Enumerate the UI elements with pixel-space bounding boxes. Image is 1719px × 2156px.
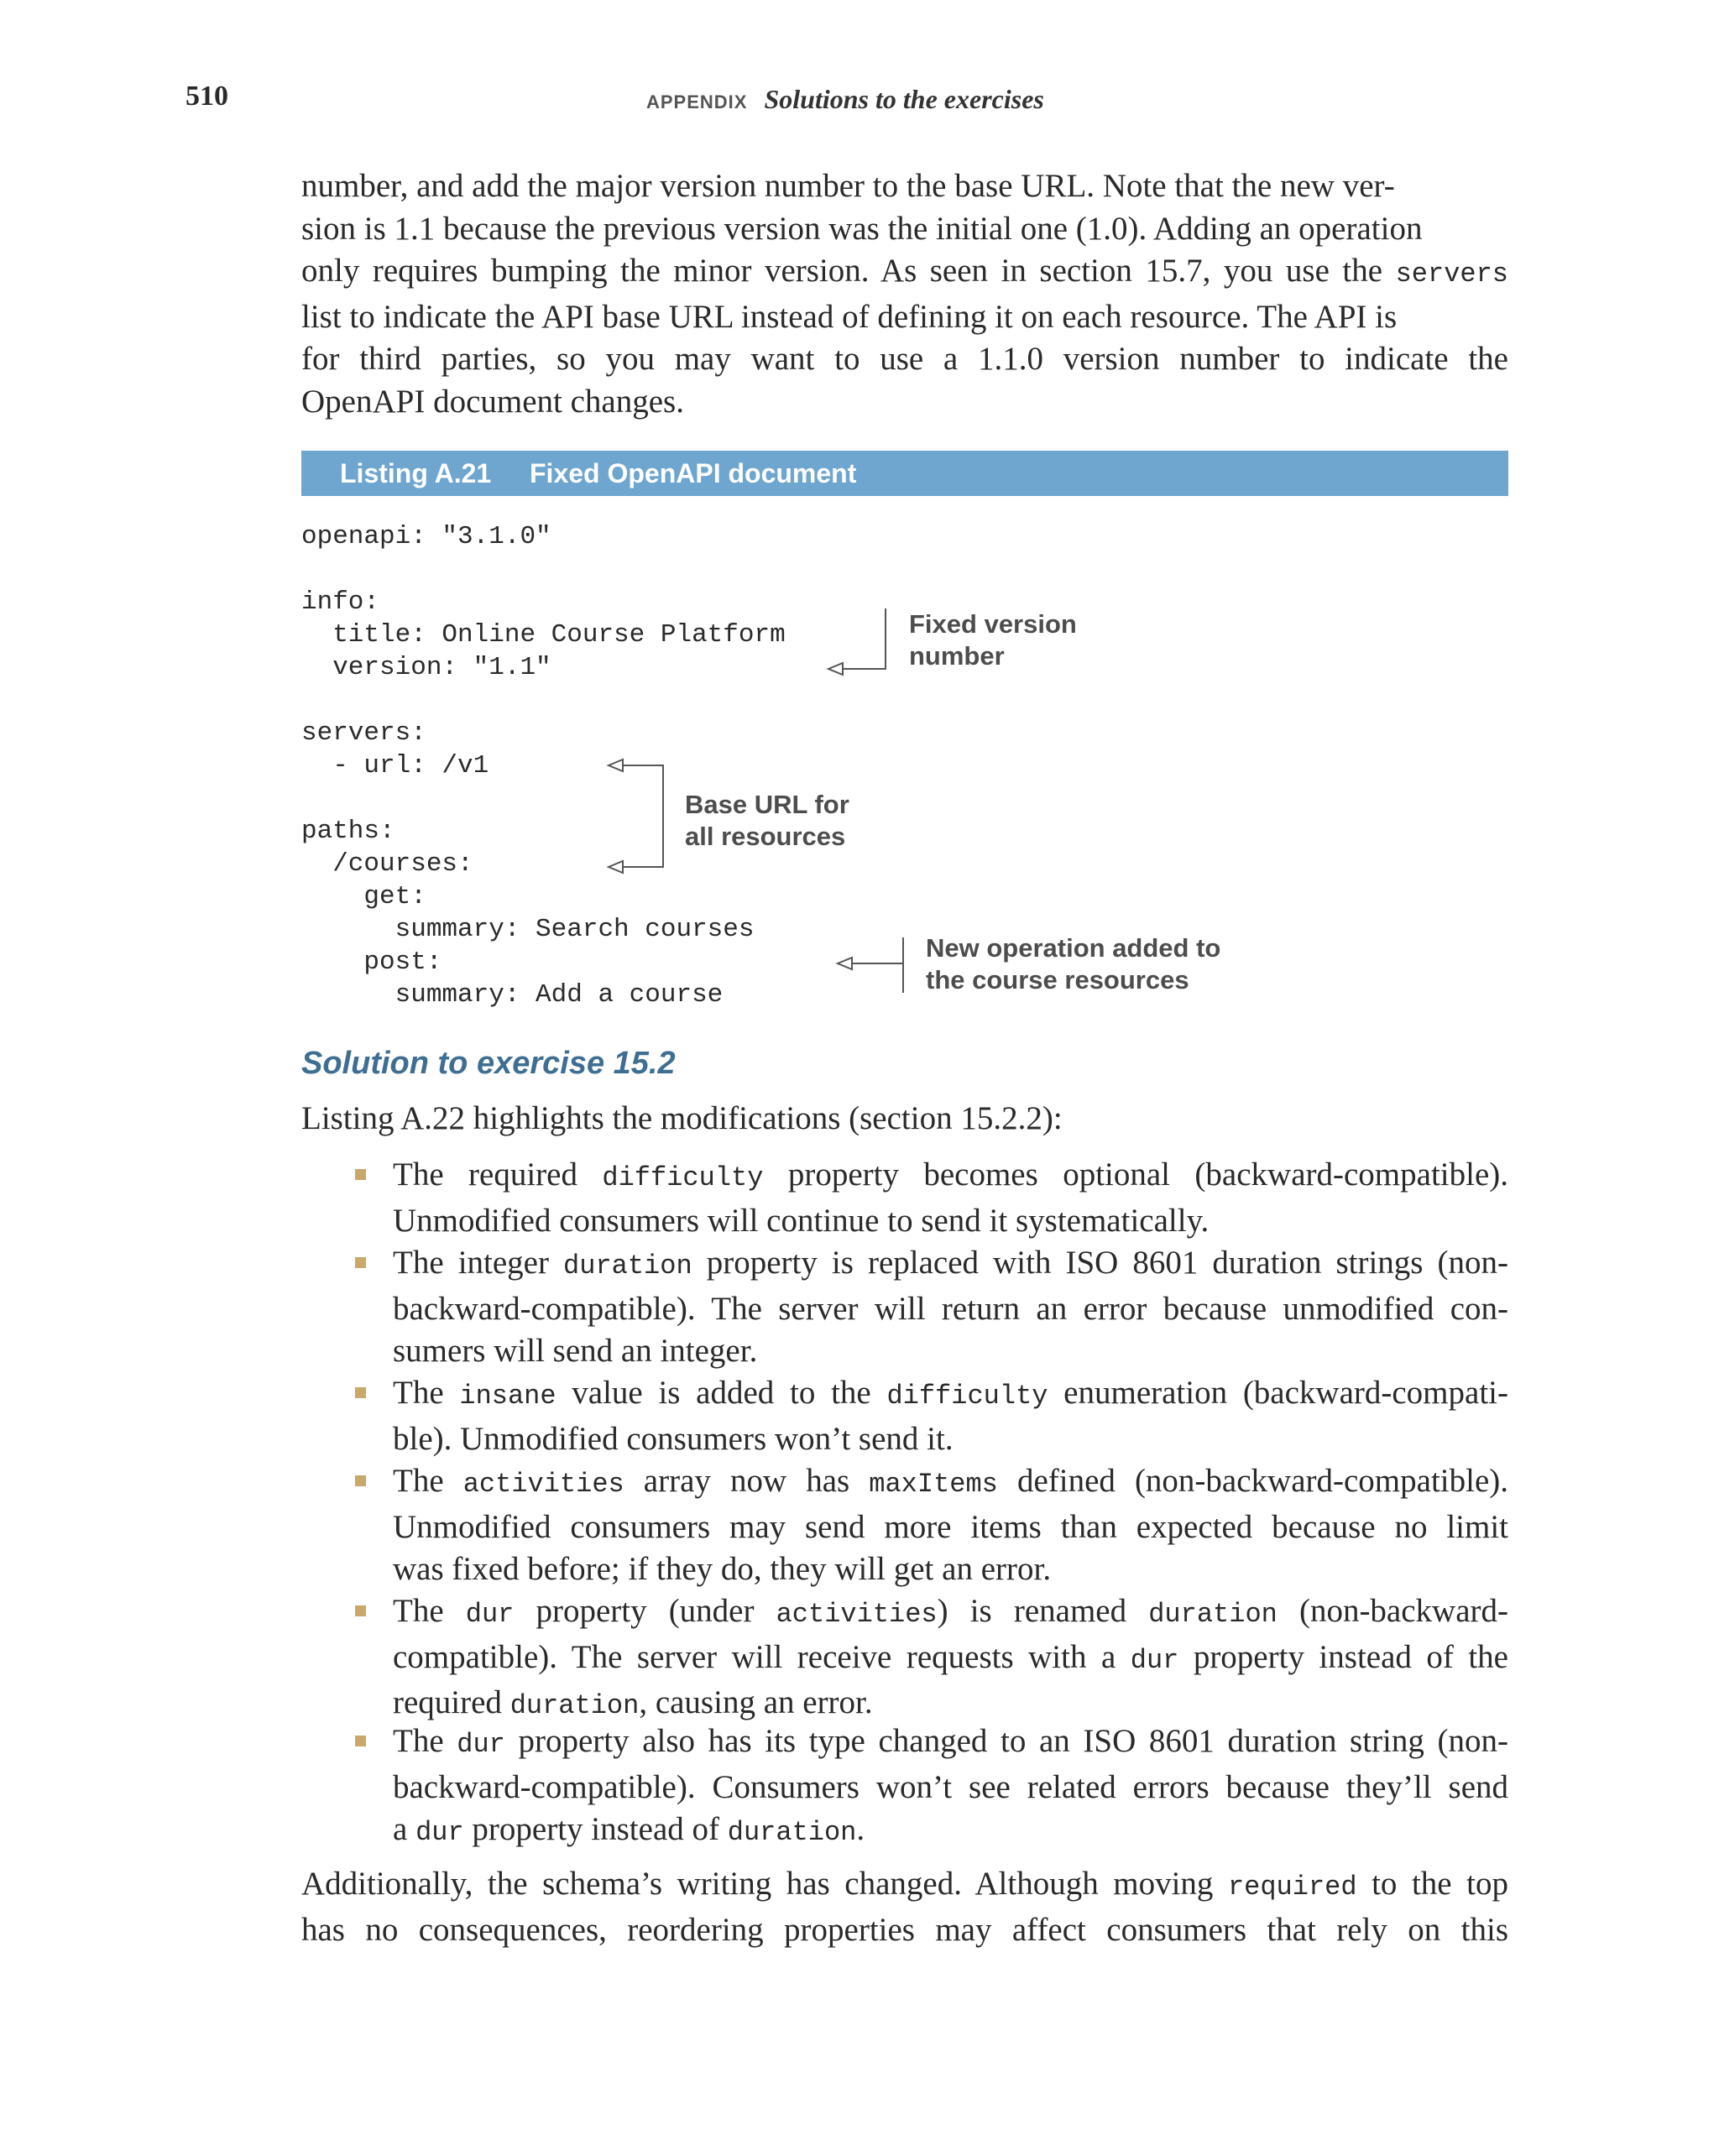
arrowhead (609, 861, 623, 873)
text-line: for third parties, so you may want to use a 1.1.0 version number to indicate the (301, 341, 1508, 377)
code-line: title: Online Course Platform (301, 620, 786, 650)
code-line: summary: Search courses (301, 915, 755, 944)
bullet-item: The activities array now has maxItems defined (non-backward-compatible). Unmodified consumers may send more items than expected because no limit was fixed before; if they do, they will get an error. (393, 1463, 1509, 1587)
annotation-new-operation: New operation added to the course resources (926, 933, 1221, 994)
callout-line-version (839, 608, 886, 669)
bullet-item: The required difficulty property becomes optional (backward-compatible). Unmodified consumers will continue to send it systematically. (393, 1156, 1508, 1239)
code-line: post: (301, 947, 442, 977)
bullet-marker (355, 1475, 366, 1486)
bullet-marker (355, 1257, 366, 1268)
code-line: paths: (301, 817, 395, 846)
arrowhead (828, 663, 843, 675)
bullet-item: The insane value is added to the difficulty enumeration (backward-compati- ble). Unmodified consumers won’t send it. (393, 1375, 1508, 1457)
code-line: info: (301, 587, 380, 617)
code-line: /courses: (301, 849, 473, 879)
text-line: only requires bumping the minor version. As seen in section 15.7, you use the servers (301, 253, 1508, 290)
page-number: 510 (185, 81, 228, 112)
listing-number: Listing A.21 (340, 458, 492, 488)
bullet-item: The integer duration property is replaced with ISO 8601 duration strings (non- backward-compatible). The server will return an error because unmodified con- sumers will send an integer. (393, 1245, 1508, 1369)
code-line: version: "1.1" (301, 653, 551, 682)
code-line: summary: Add a course (301, 980, 724, 1010)
bullet-marker (355, 1605, 366, 1616)
code-line: - url: /v1 (301, 751, 489, 780)
text-line: OpenAPI document changes. (301, 383, 684, 420)
text-line: list to indicate the API base URL instead of defining it on each resource. The API is (301, 298, 1398, 335)
arrowhead (609, 760, 623, 771)
bullet-item: The dur property (under activities) is renamed duration (non-backward- compatible). The server will receive requests with a dur property instead of the required duration, causing an error. (393, 1593, 1508, 1721)
section-lead: Listing A.22 highlights the modifications (section 15.2.2): (301, 1100, 1063, 1136)
annotation-fixed-version: Fixed version number (909, 609, 1077, 671)
text-line: number, and add the major version number to the base URL. Note that the new ver- (301, 168, 1395, 204)
inline-code: required (1227, 1871, 1357, 1903)
annotation-base-url: Base URL for all resources (685, 790, 849, 851)
bullet-marker (355, 1736, 366, 1746)
bullet-marker (355, 1169, 366, 1180)
code-line: get: (301, 882, 426, 911)
chapter-title: Solutions to the exercises (764, 84, 1044, 114)
code-line: openapi: "3.1.0" (301, 522, 551, 551)
arrowhead (838, 958, 852, 969)
inline-code: servers (1395, 258, 1508, 290)
bullet-item: The dur property also has its type changed to an ISO 8601 duration string (non- backward-compatible). Consumers won’t see related errors because they’ll send a dur property instead of duration. (393, 1723, 1508, 1848)
appendix-label: APPENDIX (646, 91, 748, 112)
bullet-marker (355, 1387, 366, 1398)
callout-bracket-base-url (619, 765, 663, 867)
code-line: servers: (301, 718, 426, 748)
listing-title: Fixed OpenAPI document (530, 458, 857, 488)
text-line: sion is 1.1 because the previous version was the initial one (1.0). Adding an operation (301, 210, 1423, 247)
section-heading: Solution to exercise 15.2 (301, 1046, 676, 1081)
closing-paragraph: Additionally, the schema’s writing has changed. Although moving required to the top has no consequences, reordering properties may affect consumers that rely on this (301, 1866, 1508, 1948)
